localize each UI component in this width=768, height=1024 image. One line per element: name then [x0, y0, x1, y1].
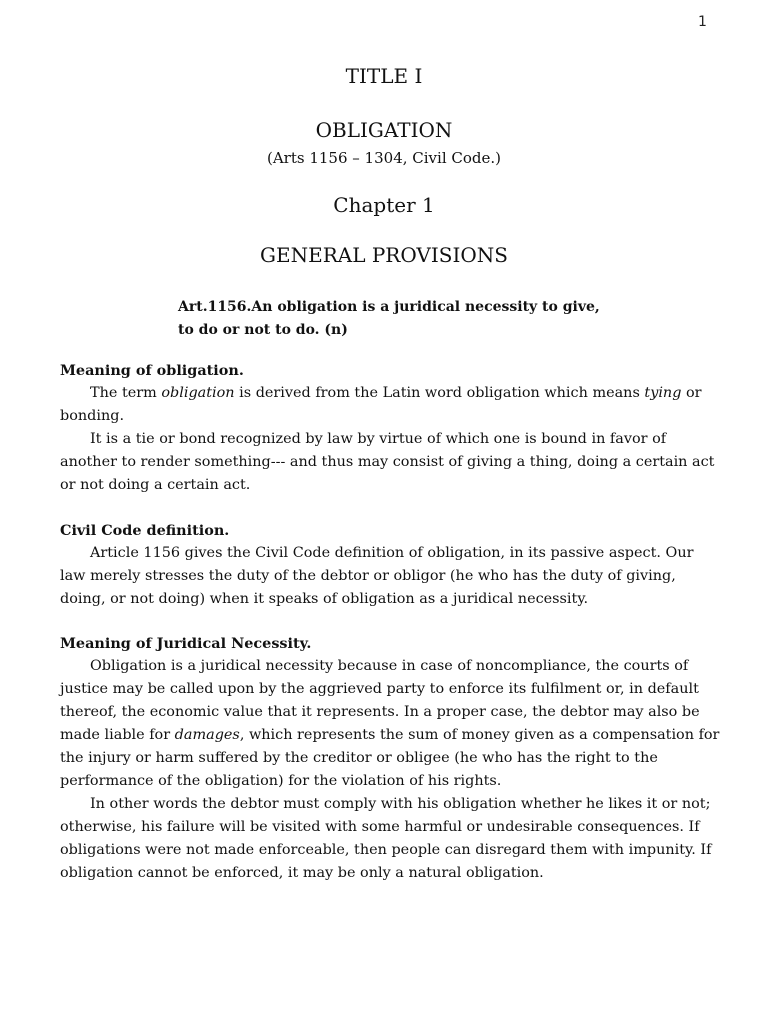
page-number: 1	[698, 14, 707, 30]
term-damages: damages	[174, 727, 240, 743]
obligation-heading: OBLIGATION	[315, 118, 453, 142]
term-obligation: obligation	[161, 385, 235, 401]
section-meaning-of-obligation	[60, 359, 720, 497]
term-tying: tying	[644, 385, 682, 401]
section-heading: Civil Code definition.	[60, 522, 230, 539]
article-line-1: Art.1156.An obligation is a juridical necessity to give,	[178, 299, 600, 315]
chapter-title: GENERAL PROVISIONS	[260, 243, 508, 267]
paragraph: The term obligation is derived from the Latin word obligation which means tying or bonding.	[60, 385, 702, 424]
paragraph: Obligation is a juridical necessity because in case of noncompliance, the courts of justice may be called upon by the aggrieved party to enforce its fulfilment or, in default thereof, the economic value that it represents. In a proper case, the debtor may also be made liable for damages, which represents the sum of money given as a compensation for the injury or harm suffered by the creditor or obligee (he who has the right to the performance of the obligation) for the violation of his rights.	[60, 658, 720, 789]
articles-range-subheading: (Arts 1156 – 1304, Civil Code.)	[267, 149, 501, 167]
chapter-heading: Chapter 1	[333, 193, 435, 217]
paragraph: In other words the debtor must comply with his obligation whether he likes it or not; otherwise, his failure will be visited with some harmful or undesirable consequences. If obligations were not made enforceable, then people can disregard them with impunity. If obligation cannot be enforced, it may be only a natural obligation.	[60, 796, 712, 881]
title-heading: TITLE I	[345, 64, 423, 88]
paragraph: Article 1156 gives the Civil Code definition of obligation, in its passive aspect. Our law merely stresses the duty of the debtor or obligor (he who has the duty of giving, doing, or not doing) when it speaks of obligation as a juridical necessity.	[60, 545, 694, 607]
section-heading: Meaning of Juridical Necessity.	[60, 635, 312, 652]
section-heading: Meaning of obligation.	[60, 362, 244, 379]
article-1156-text	[178, 296, 638, 342]
article-line-2: to do or not to do. (n)	[178, 322, 348, 338]
paragraph: It is a tie or bond recognized by law by virtue of which one is bound in favor of another to render something--- and thus may consist of giving a thing, doing a certain act or not doing a certain act.	[60, 431, 715, 493]
section-juridical-necessity	[60, 632, 720, 885]
section-civil-code-definition	[60, 519, 720, 611]
